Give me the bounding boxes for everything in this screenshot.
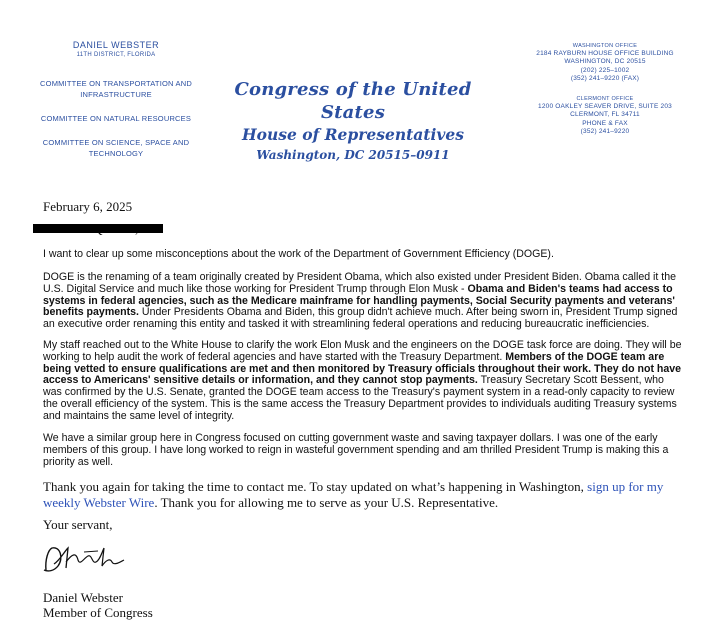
thanks-text: . Thank you for allowing me to serve as your U.S. Representative. [154,495,499,510]
clermont-office-title: CLERMONT OFFICE [576,96,634,103]
committee-science: COMMITTEE ON SCIENCE, SPACE AND TECHNOLOGY [42,138,190,158]
paragraph-bold-text: Obama and Biden's teams had access to systems in federal agencies, such as the Medicare mainframe for handling payments, Social Security payments and veterans' benefits payments. [43,282,675,319]
washington-office-line: WASHINGTON, DC 20515 [564,58,646,66]
paragraph-bold-text: Members of the DOGE team are being vetted to ensure qualifications are met and then monitored by Treasury officials throughout their work. They do not have access to Americans' sensitive details or information, and they cannot stop payments. [43,350,682,387]
washington-office-title: WASHINGTON OFFICE [572,43,638,49]
paragraph-text: Under Presidents Obama and Biden, this group didn't achieve much. After being sworn in, President Trump signed an executive order renaming this entity and tasked it with streamlining federal operations and reducing bureaucratic inefficiencies. [43,306,678,331]
washington-office-line: (202) 225–1002 [580,66,630,74]
webster-wire-signup-link[interactable]: sign up for my weekly Webster Wire [43,479,664,510]
washington-office-line: 2184 RAYBURN HOUSE OFFICE BUILDING [536,50,674,57]
letter-date: February 6, 2025 [43,199,133,214]
clermont-office-line: (352) 241–9220 [580,128,630,136]
city-title: Washington, DC 20515–0911 [256,148,450,162]
paragraph-text: DOGE is the renaming of a team originally created by President Obama, which also existed under President Biden. Obama called it the U.S. Digital Service and much like those working for President Trump through Elon Musk - [43,271,677,295]
paragraph-congress-group: We have a similar group here in Congress focused on cutting government waste and saving taxpayer dollars. I was one of the early members of this group. I have long worked to reign in wasteful government spending and am thrilled President Trump is making this a priority as well. [43,432,669,468]
letterhead-member-block [28,40,204,172]
paragraph-doge-origin [43,272,683,331]
clermont-office [512,95,698,136]
committee-transportation: COMMITTEE ON TRANSPORTATION AND INFRASTRUCTURE [40,79,192,99]
paragraph-intro: I want to clear up some misconceptions about the work of the Department of Government Efficiency (DOGE). [43,248,554,260]
signer-title: Member of Congress [43,605,153,620]
member-name: DANIEL WEBSTER [72,40,160,50]
congress-title: Congress of the United States [234,79,472,123]
thanks-text: Thank you again for taking the time to contact me. To stay updated on what’s happening in Washington, [43,479,588,494]
clermont-office-line: CLERMONT, FL 34711 [570,111,640,119]
member-district: 11TH DISTRICT, FLORIDA [76,52,156,58]
paragraph-text: My staff reached out to the White House to clarify the work Elon Musk and the engineers on the DOGE task force are doing. They will be working to help audit the work of federal agencies and have started with the Treasury Department. [43,339,682,363]
closing-line: Your servant, [43,517,113,532]
letterhead-title-block [214,78,492,165]
salutation-block [43,224,163,237]
paragraph-text: Treasury Secretary Scott Bessent, who was confirmed by the U.S. Senate, granted the DOGE team access to the Treasury's payment system in a read-only capacity to review the overall efficiency of the system. This is the same access the Treasury Department provides to individuals auditing Treasury systems and maintains the same level of integrity. [43,374,677,422]
paragraph-white-house [43,340,683,423]
house-title: House of Representatives [242,125,464,144]
washington-office-line: (352) 241–9220 (FAX) [570,74,640,82]
clermont-office-line: 1200 OAKLEY SEAVER DRIVE, SUITE 203 [538,103,672,111]
handwritten-signature [40,540,130,580]
paragraph-thanks [43,479,683,511]
washington-office [512,42,698,83]
letterhead-offices-block [512,42,698,148]
clermont-office-line: PHONE & FAX [582,119,628,127]
signer-name: Daniel Webster [43,590,123,605]
redaction-bar [33,224,163,233]
committee-natural-resources: COMMITTEE ON NATURAL RESOURCES [40,114,192,123]
